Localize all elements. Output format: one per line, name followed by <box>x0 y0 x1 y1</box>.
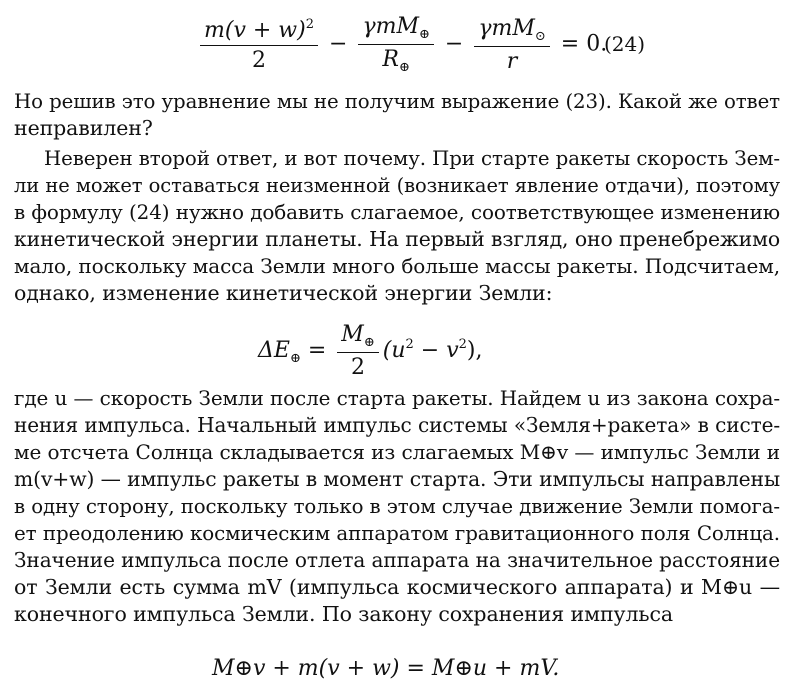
equation-energy <box>258 322 483 380</box>
text-line: кинетической энергии планеты. На первый взгляд, оно пренебрежимо <box>14 227 780 251</box>
text-line: нения импульса. Начальный импульс системы «Земля+ракета» в систе- <box>14 413 780 437</box>
energy-rest-b: − v <box>413 338 459 363</box>
eq24-term3-numerator: γmM <box>478 15 535 41</box>
eq24-fraction-1 <box>200 17 318 73</box>
energy-rest-c: ), <box>466 338 483 363</box>
energy-equals: = <box>307 338 327 363</box>
equation-momentum: M⊕v + m(v + w) = M⊕u + mV. <box>212 656 560 681</box>
eq24-term3-denominator: r <box>506 48 518 74</box>
text-line: Значение импульса после отлета аппарата на значительное расстояние <box>14 548 780 572</box>
eq24-term3-num-subscript: ⊙ <box>534 28 546 44</box>
eq24-fraction-3 <box>474 16 549 74</box>
text-line: ет преодолению космическим аппаратом гравитационного поля Солнца. <box>14 522 780 545</box>
text-line: в одну сторону, поскольку только в этом случае движение Земли помога- <box>14 495 780 518</box>
energy-frac-numerator: M <box>341 322 364 347</box>
energy-exp-2: 2 <box>458 337 467 352</box>
eq24-term2-denominator: R <box>382 47 399 72</box>
text-line: однако, изменение кинетической энергии Земли: <box>14 281 553 305</box>
eq24-term2-num-subscript: ⊕ <box>418 27 430 42</box>
energy-exp-1: 2 <box>405 337 414 352</box>
eq24-rhs: = 0. <box>560 31 608 57</box>
eq24-term1-exponent: 2 <box>305 16 314 32</box>
text-line: m(v+w) — импульс ракеты в момент старта. Эти импульсы направлены <box>14 467 780 491</box>
energy-fraction <box>337 322 378 380</box>
text-line: где u — скорость Земли после старта ракеты. Найдем u из закона сохра- <box>14 387 780 410</box>
eq24-term2-den-subscript: ⊕ <box>399 60 410 75</box>
text-line: от Земли есть сумма mV (импульса космического аппарата) и M⊕u — <box>14 575 780 599</box>
eq24-minus-1: − <box>329 31 348 57</box>
text-line: ли не может оставаться неизменной (возникает явление отдачи), поэтому <box>14 174 780 197</box>
paragraph-3 <box>14 385 780 628</box>
eq24-term1-numerator: m(v + w) <box>204 17 306 43</box>
paragraph-2 <box>14 145 780 307</box>
text-line: неправилен? <box>14 116 153 140</box>
energy-lhs-subscript: ⊕ <box>289 351 301 366</box>
energy-rest-a: (u <box>382 338 406 363</box>
eq24-fraction-2 <box>358 14 433 75</box>
text-line: конечного импульса Земли. По закону сохранения импульса <box>14 602 673 626</box>
eq24-term1-denominator: 2 <box>252 47 266 73</box>
text-line: Неверен второй ответ, и вот почему. При старте ракеты скорость Зем- <box>44 147 780 170</box>
text-line: Но решив это уравнение мы не получим выражение (23). Какой же ответ <box>14 90 780 113</box>
text-line: ме отсчета Солнца складывается из слагаемых M⊕v — импульс Земли и <box>14 440 780 464</box>
eq24-term2-numerator: γmM <box>362 14 419 39</box>
text-line: мало, поскольку масса Земли много больше массы ракеты. Подсчитаем, <box>14 254 780 278</box>
equation-number-24: (24) <box>604 32 646 56</box>
paragraph-1 <box>14 88 780 142</box>
energy-frac-denominator: 2 <box>351 355 366 380</box>
equation-24 <box>196 14 607 75</box>
energy-lhs: ΔE <box>258 338 290 363</box>
energy-frac-num-subscript: ⊕ <box>363 335 375 350</box>
text-line: в формулу (24) нужно добавить слагаемое, соответствующее изменению <box>14 201 780 224</box>
eq24-minus-2: − <box>444 31 464 57</box>
